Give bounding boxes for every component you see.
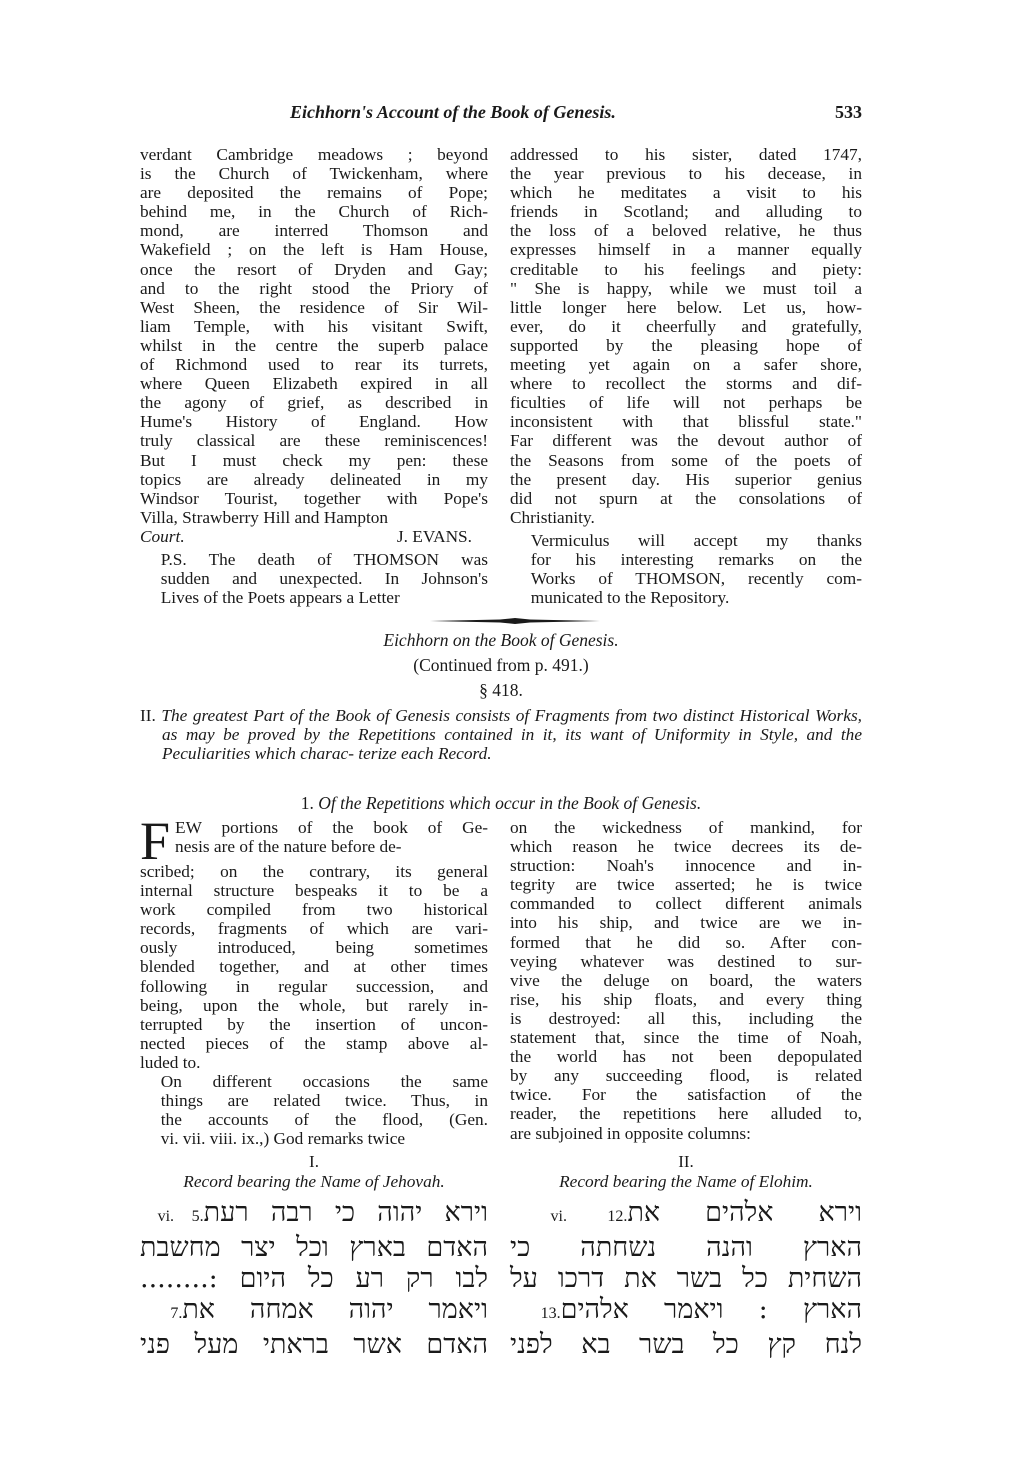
text-line: are subjoined in opposite columns: [510,1123,751,1143]
hebrew-line [510,1329,862,1360]
verse-reference: 7. [140,1305,183,1322]
drop-cap: F [140,811,171,871]
text-line: where to recollect the storms and dif- [510,374,862,394]
text-line: is destroyed: all this, including the [510,1008,862,1028]
text-line: sudden and unexpected. In Johnson's [160,569,488,589]
text-line: P.S. The death of THOMSON was [160,549,488,569]
text-line: But I must check my pen: these [140,450,488,470]
text-line: veying whatever was destined to sur- [510,951,862,971]
text-line: nesis are of the nature before de- [175,837,402,857]
text-line: ously introduced, being sometimes [140,938,488,958]
text-line: vive the deluge on board, the waters [510,970,862,990]
text-line: is the Church of Twickenham, where [140,164,488,184]
text-line: Christianity. [510,507,595,527]
text-line: expresses himself in a manner equally [510,240,862,260]
text-line: ficulties of life will not perhaps be [510,393,862,413]
subsection-heading [140,793,862,814]
text-line: Villa, Strawberry Hill and Hampton [140,507,389,527]
text-line: ever, do it cheerfully and gratefully, [510,316,862,336]
text-line: blended together, and at other times [140,957,488,977]
text-line: did not spurn at the consolations of [510,488,862,508]
continued-note: (Continued from p. 491.) [413,655,589,675]
text-line: the accounts of the flood, (Gen. [160,1110,488,1130]
hebrew-text-jehovah [140,1197,488,1360]
text-line: whilst in the centre the superb palace [140,335,488,355]
text-line: mond, are interred Thomson and [140,221,488,241]
text-line: commanded to collect different animals [510,894,862,914]
hebrew-line [140,1197,488,1232]
postscript [140,550,488,607]
text-line: Windsor Tourist, together with Pope's [140,488,488,508]
text-line: inconsistent with that blissful state." [510,412,862,432]
text-line: the Seasons from some of the poets of [510,450,862,470]
summary-label: II. [140,706,156,725]
text-line: little longer here below. Let us, how- [510,297,862,317]
hebrew-line-text: האדם בארץ וכל יצר מחשבת [140,1232,488,1263]
text-line: into his ship, and twice are we in- [510,913,862,933]
text-line: scribed; on the contrary, its general [140,862,488,881]
hebrew-line [140,1263,488,1294]
letter-body-continued [510,145,862,527]
running-title: Eichhorn's Account of the Book of Genesis. [290,102,616,122]
text-line: things are related twice. Thus, in [160,1091,488,1111]
repetitions-continued [510,818,862,1143]
text-line: which reason he twice decrees its de- [510,837,862,857]
text-line: struction: Noah's innocence and in- [510,856,862,876]
record-jehovah-heading [140,1152,488,1192]
record-number: I. [309,1152,319,1171]
text-line: reader, the repetitions here alluded to, [510,1104,862,1124]
text-line: liam Temple, with his visitant Swift, [140,316,488,336]
text-line: where Queen Elizabeth expired in all [140,374,488,394]
text-line: once the resort of Dryden and Gay; [140,259,488,279]
text-line: the loss of a beloved relative, he thus [510,221,862,241]
hebrew-line [510,1294,862,1329]
hebrew-line-text: וירא אלהים את [627,1197,862,1228]
text-line: formed that he did so. After con- [510,932,862,952]
letter-column-left [140,145,488,607]
text-line: Vermiculus will accept my thanks [530,530,862,550]
letter-column-right [510,145,862,607]
text-line: work compiled from two historical [140,900,488,920]
text-line: municated to the Repository. [530,588,730,608]
text-line: and to the right stood the Priory of [140,278,488,298]
hebrew-line-text: הארץ והנה נשחתה כי [510,1232,862,1263]
text-line: the present day. His superior genius [510,469,862,489]
opening-paragraph [140,811,488,1072]
hebrew-line [140,1294,488,1329]
page-header [140,102,862,132]
hebrew-line [510,1263,862,1294]
record-title: Record bearing the Name of Elohim. [559,1172,813,1191]
signature-line [140,527,488,546]
page-number: 533 [835,102,862,122]
text-line: Hume's History of England. How [140,412,488,432]
text-line: which he meditates a visit to his [510,183,862,203]
subsection-title: Of the Repetitions which occur in the Book of Genesis. [318,793,702,813]
text-line: internal structure bespeaks it to be a [140,881,488,901]
signature-place: Court. [140,526,185,546]
article-column-left [140,811,488,1149]
summary-text [140,706,862,763]
verse-reference: 13. [510,1305,561,1322]
hebrew-line [510,1197,862,1232]
text-line: supported by the pleasing hope of [510,335,862,355]
hebrew-line [140,1232,488,1263]
text-line: the year previous to his decease, in [510,164,862,184]
letter-body [140,145,488,527]
text-line: meeting yet again on a safer shore, [510,355,862,375]
signature-name: J. EVANS. [396,526,472,546]
summary-lines: The greatest Part of the Book of Genesis consists of Fragments from two distinct Historical Works, as may be proved by the Repetitions contained in it, its want of Uniformity in Style, and the Peculiarities which charac- terize each Record. [161,706,862,763]
text-line: for his interesting remarks on the [530,549,862,569]
hebrew-line-text: ויאמר יהוה אמחה את [182,1294,489,1325]
text-line: twice. For the satisfaction of the [510,1085,862,1105]
hebrew-line-text: וירא יהוה כי רבה רעת [203,1197,488,1228]
text-line: by any succeeding flood, is related [510,1066,862,1086]
text-line: " She is happy, while we must toil a [510,278,862,298]
text-line: records, fragments of which are vari- [140,919,488,939]
text-line: nected pieces of the stamp above al- [140,1033,488,1053]
text-line: being, upon the whole, but rarely in- [140,995,488,1015]
text-line: the world has not been depopulated [510,1047,862,1067]
text-line: luded to. [140,1052,201,1072]
text-line: tegrity are twice asserted; he is twice [510,875,862,895]
text-line: statement that, since the time of Noah, [510,1028,862,1048]
hebrew-line [510,1232,862,1263]
text-line: EW portions of the book of Ge- [175,818,488,837]
text-line: creditable to his feelings and piety: [510,259,862,279]
section-number: § 418. [479,680,523,700]
record-number: II. [678,1152,694,1171]
record-elohim-heading [510,1152,862,1192]
hebrew-line-text: השחית כל בשר את דרכו על [510,1263,862,1294]
text-line: Works of THOMSON, recently com- [530,569,862,589]
text-line: Lives of the Poets appears a Letter [160,588,400,608]
text-line: terrupted by the insertion of uncon- [140,1014,488,1034]
opening-lines [140,818,488,856]
text-line: the agony of grief, as described in [140,393,488,413]
hebrew-line-text: לנח קץ כל בשר בא לפני [510,1329,862,1360]
text-line: friends in Scotland; and alluding to [510,202,862,222]
verse-reference: vi. 5. [140,1208,204,1225]
hebrew-text-elohim [510,1197,862,1360]
hebrew-line-text: האדם אשר בראתי מעל פני [140,1329,488,1360]
article-column-right [510,818,862,1143]
opening-continued [140,862,488,1072]
text-line: Far different was the devout author of [510,431,862,451]
article-title: Eichhorn on the Book of Genesis. [383,630,619,650]
text-line: Wakefield ; on the left is Ham House, [140,240,488,260]
text-line: truly classical are these reminiscences! [140,431,488,451]
text-line: addressed to his sister, dated 1747, [510,145,862,164]
subsection-number: 1. [300,793,314,813]
text-line: behind me, in the Church of Rich- [140,202,488,222]
text-line: vi. vii. viii. ix.,) God remarks twice [160,1129,406,1149]
vermiculus-note [510,531,862,607]
text-line: following in regular succession, and [140,976,488,996]
text-line: topics are already delineated in my [140,469,488,489]
text-line: West Sheen, the residence of Sir Wil- [140,297,488,317]
text-line: of Richmond used to rear its turrets, [140,355,488,375]
section-summary [140,706,862,763]
repetitions-paragraph [140,1072,488,1148]
text-line: on the wickedness of mankind, for [510,818,862,837]
record-title: Record bearing the Name of Jehovah. [183,1172,445,1191]
text-line: are deposited the remains of Pope; [140,183,488,203]
hebrew-line-text: לבו רק רע כל היום :........ [140,1263,488,1294]
text-line: rise, his ship floats, and every thing [510,989,862,1009]
verse-reference: vi. 12. [510,1208,628,1225]
hebrew-line-text: הארץ : ויאמר אלהים [560,1294,863,1325]
section-divider [430,618,600,624]
text-line: On different occasions the same [160,1072,488,1092]
hebrew-line [140,1329,488,1360]
text-line: verdant Cambridge meadows ; beyond [140,145,488,164]
